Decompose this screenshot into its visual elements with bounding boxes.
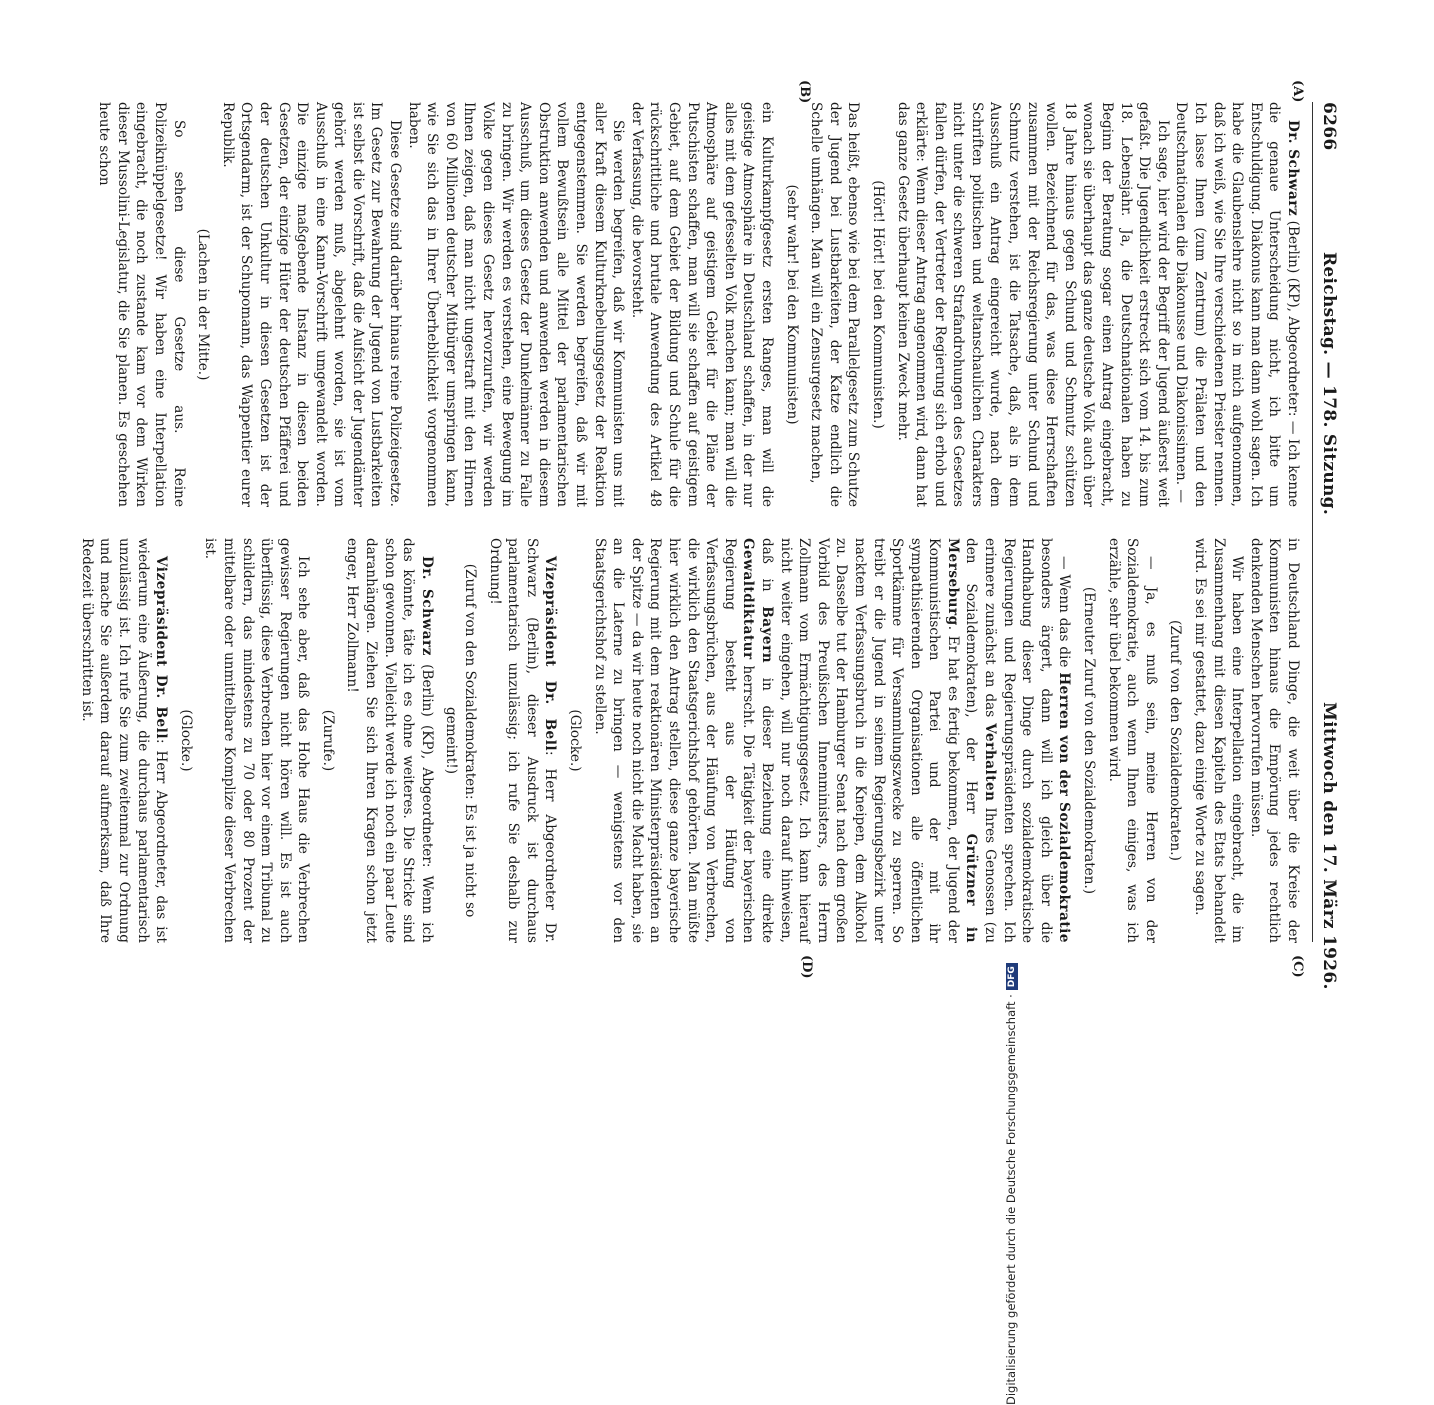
paragraph-text: (Berlin) (KP), Abgeordneter: — Ich kenne die genaue Unterscheidung nicht, ich bitte um Entschuldigung. Diakonus kann man dann wohl sagen. Ich habe die Glaubenslehre nicht so in mich aufgenommen, daß ich weiß, wie Sie Ihre verschiedenen Priester nennen. Ich lasse Ihnen (zum Zentrum) die Prälaten und den Deutschnationalen die Diakonusse und Diakonissinnen. — (1173, 102, 1301, 507)
paragraph (1172, 102, 1302, 507)
interjection: (Glocke.) (567, 709, 584, 772)
paragraph-text: : Herr Abgeordneter Dr. Schwarz (Berlin), dieser Ausdruck ist durchaus parlamentarisch unzulässig; ich rufe Sie deshalb zur Ordnung! (486, 538, 559, 943)
interjection: (Erneuter Zuruf von den Sozialdemokraten.) (1081, 586, 1098, 895)
emphasis: Verhalten (982, 723, 999, 802)
paragraph: Das heißt, ebenso wie bei dem Parallelgesetz zum Schutze der Jugend bei Lustbarkeiten, der Katze endlich die Schelle umhängen. Man will ein Zensurgesetz machen, (808, 102, 862, 507)
paragraph (485, 538, 559, 943)
margin-marker-a: (A) (1290, 80, 1305, 103)
text-run: . Er hat es fertig bekommen, der Jugend der Kommunistischen Partei und der mit ihr sympathisierenden Organisationen alle öffentlichen Sportkämme für Versammlungszwecke zu sperren. So treibt er die Jugend in seinem Regierungsbezirk unter nacktem Verfassungsbruch in die Kneipen, dem Alkohol zu. Dasselbe tut der Hamburger Senat nach dem großen Vorbild des Preußischen Innenministers, des Herrn Zollmann vom Ermächtigungsgesetz. Ich kann hierauf nicht weiter eingehen, will nur noch darauf hinweisen, daß in (758, 538, 961, 943)
interjection: (Zuruf von den Sozialdemokraten: Es ist ja nicht so gemeint!) (443, 563, 479, 918)
emphasis: Bayern (758, 606, 775, 664)
interjection: (Zuruf von den Sozialdemokraten.) (1167, 620, 1184, 861)
emphasis: Herren von der Sozialdemokratie (1056, 672, 1073, 943)
text-run: in dieser Beziehung eine direkte (758, 663, 775, 944)
page-header (1312, 102, 1341, 990)
interjection: (Lachen in der Mitte.) (195, 228, 212, 381)
paragraph-text: (Berlin) (KP), Abgeordneter: Wenn ich das könnte, täte ich es ohne weiteres. Die Stricke sind schon gewonnen. Vielleicht werde ich noch ein paar Leute daranhängen. Ziehen Sie sich Ihren Kragen schon jetzt enger, Herr Zollmann! (344, 538, 435, 943)
paragraph: in Deutschland Dinge, die weit über die Kreise der Kommunisten hinaus die Empörung jedes rechtlich denkenden Menschen hervorrufen müssen. (1247, 538, 1301, 943)
digitization-credit (1004, 966, 1024, 1405)
left-column (95, 102, 1302, 507)
paragraph: ein Kulturkampfgesetz ersten Ranges, man will die geistige Atmosphäre in Deutschland schaffen, in der nur alles mit dem gefesselten Volk machen kann; man will die Atmosphäre auf geistigem Gebiet für die Pläne der Putschisten schaffen, man will sie schaffen auf geistigem Gebiet, auf dem Gebiet der Bildung und Schule für die rückschrittliche und brutale Anwendung des Artikel 48 der Verfassung, die bevorsteht. (628, 102, 775, 507)
margin-marker-d: (D) (799, 955, 814, 979)
interjection: (Zurufe.) (319, 709, 336, 772)
interjection: (Glocke.) (177, 709, 194, 772)
paragraph: So sehen diese Gesetze aus. Reine Polizeiknüppelgesetze! Wir haben eine Interpellation eingebracht, die noch zustande kam vor dem Wirken dieser Mussolini-Legislatur, die Sie planen. Es geschehen heute schon (96, 102, 187, 507)
dfg-logo: DFG (1006, 963, 1018, 990)
interjection: (Hört! Hört! bei den Kommunisten.) (869, 180, 886, 429)
session-title: Reichstag. — 178. Sitzung. (1319, 252, 1339, 516)
text-run: herrscht. Die Tätigkeit der bayerischen Regierung besteht aus der Häufung von Verfassungsbrüchen, aus der Häufung von Verbrechen, die wirklich den Staatsgerichtshof gehörten. Man müßte hier wirklich den Antrag stellen, diese ganze bayerische Regierung mit dem reaktionären Ministerpräsidenten an der Spitze — da wir heute noch nicht die Macht haben, sie an die Laterne zu bringen — wenigstens vor den Staatsgerichtshof zu stellen. (591, 538, 757, 943)
speaker-name: Dr. Schwarz (418, 556, 435, 656)
speaker-name: Dr. Schwarz (1285, 120, 1301, 217)
text-run: besonders ärgert, dann will ich gleich über die Handhabung dieser Dinge durch sozialdemokratische Regierungen und Regierungspräsidenten sprechen. Ich erinnere zunächst an das (982, 538, 1054, 943)
speaker-name: Vizepräsident Dr. Bell (542, 556, 559, 752)
paragraph: Ich sage, hier wird der Begriff der Jugend äußerst weit gefaßt. Die Jugendlichkeit erstreckt sich vom 14. bis zum 18. Lebensjahr. Ja, die Deutschnationalen haben zu Beginn der Beratung sogar einen Antrag eingebracht, wonach sie überhaupt das ganze deutsche Volk auch über 18 Jahre hinaus gegen Schund und Schmutz schützen wollen. Bezeichnend für das, was diese Herrschaften zusammen mit der Reichsregierung unter Schund und Schmutz verstehen, ist die Tatsache, daß, als in dem Ausschuß ein Antrag eingereicht wurde, nach dem Schriften politischen und weltanschaulichen Charakters nicht unter die schweren Strafandrohungen des Gesetzes fallen dürfen, der Vertreter der Regierung sich erhob und erklärte: Wenn dieser Antrag angenommen wird, dann hat das ganze Gesetz überhaupt keinen Zweck mehr. (894, 102, 1171, 507)
text-run: — Wenn das die (1056, 556, 1073, 673)
emphasis: Gewaltdiktatur (740, 538, 757, 660)
speaker-name: Vizepräsident Dr. Bell (153, 556, 170, 739)
margin-marker-c: (C) (1290, 955, 1305, 978)
emphasis: Grützner in Merseburg (944, 538, 980, 943)
right-column (77, 538, 1302, 943)
paragraph: Sie werden begreifen, daß wir Kommunisten uns mit aller Kraft diesem Kulturknebelungsgesetz der Reaktion entgegenstemmen. Sie werden begreifen, daß wir mit vollem Bewußtsein alle Mittel der parlamentarischen Obstruktion anwenden und anwenden werden in diesem Ausschuß, um dieses Gesetz der Dunkelmänner zu Falle zu bringen. Wir werden es verstehen, eine Bewegung im Volke gegen dieses Gesetz hervorzurufen, wir werden Ihnen zeigen, daß man nicht ungestraft mit den Hirnen von 60 Millionen deutscher Mitbürger umspringen kann, wie Sie sich das in Ihrer Überheblichkeit vorgenommen haben. (405, 102, 627, 507)
paragraph-text: : Herr Abgeordneter, das ist wiederum eine Äußerung, die durchaus parlamentarisch unzulässig ist. Ich rufe Sie zum zweitenmal zur Ordnung und mache Sie außerdem darauf aufmerksam, daß Ihre Redezeit überschritten ist. (78, 538, 170, 943)
page-number: 6266 (1319, 102, 1339, 151)
interjection: (sehr wahr! bei den Kommunisten) (783, 184, 800, 425)
paragraph (77, 538, 170, 943)
margin-marker-b: (B) (797, 80, 812, 104)
text-run: Ihres Genossen (zu den Sozialdemokraten), der Herr (963, 538, 999, 943)
paragraph: Ich sehe aber, daß das Hohe Haus die Verbrechen gewisser Regierungen nicht hören will. Es ist auch überflüssig, diese Verbrechen hier vor einem Tribunal zu schildern, das mindestens zu 70 oder 80 Prozent der mittelbare oder unmittelbare Komplize dieser Verbrechen ist. (202, 538, 312, 943)
paragraph: — Ja, es muß sein, meine Herren von der Sozialdemokratie, auch wenn Ihnen einiges, was ich erzähle, sehr übel bekommen wird. (1105, 538, 1159, 943)
paragraph: Diese Gesetze sind darüber hinaus reine Polizeigesetze. Im Gesetz zur Bewahrung der Jugend von Lustbarkeiten ist selbst die Vorschrift, daß die Aufsicht der Jugendämter gehört werden muß, abgelehnt worden, sie ist vom Ausschuß in eine Kann-Vorschrift umgewandelt worden. Die einzige maßgebende Instanz in diesen beiden Gesetzen, der einzige Hüter der deutschen Pfäfferei und der deutschen Unkultur in diesen Gesetzen ist der Ortsgendarm, ist der Schupomann, das Wappentier eurer Republik. (219, 102, 404, 507)
paragraph (590, 538, 1073, 943)
paragraph: Wir haben eine Interpellation eingebracht, die im Zusammenhang mit diesen Kapiteln des Etats behandelt wird. Es sei mir gestattet, dazu einige Worte zu sagen. (1192, 538, 1246, 943)
credit-text: Digitalisierung gefördert durch die Deutsche Forschungsgemeinschaft · (1004, 994, 1018, 1405)
session-date: Mittwoch den 17. März 1926. (1319, 702, 1339, 990)
paragraph (343, 538, 436, 943)
